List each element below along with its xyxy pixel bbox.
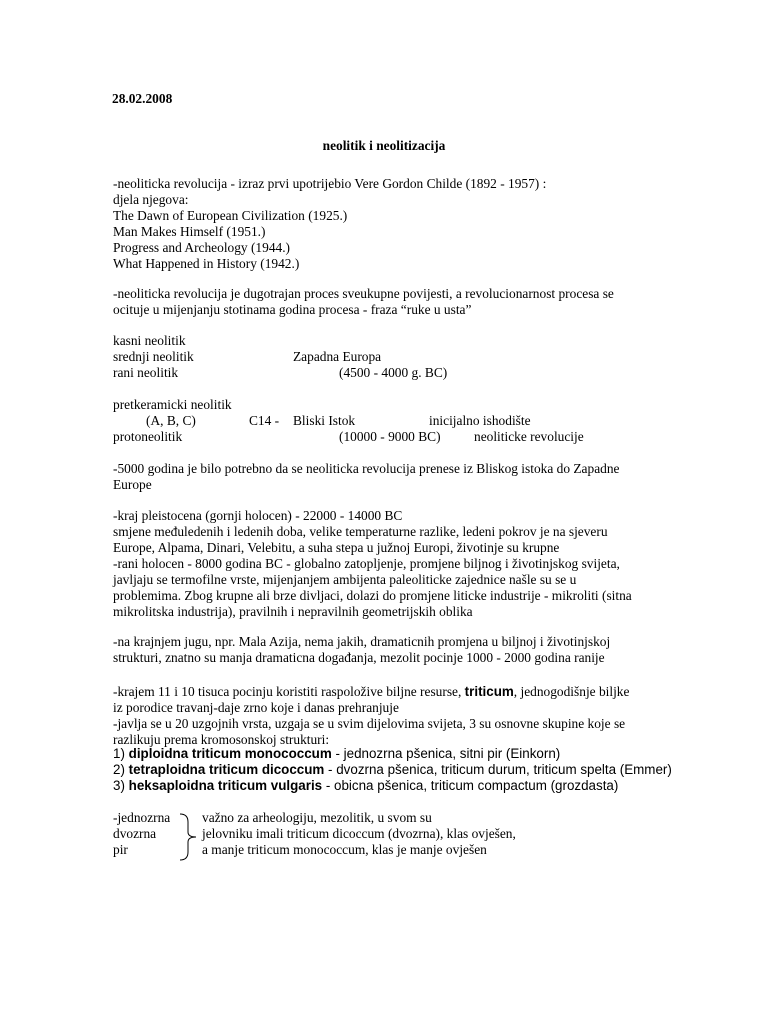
paragraph-line: Europe, Alpama, Dinari, Velebitu, a suha stepa u južnoj Europi, životinje su krupne	[113, 540, 560, 555]
wheat-number: 3)	[113, 778, 129, 793]
wheat-number: 1)	[113, 746, 129, 761]
paragraph-line: strukturi, znatno su manja dramaticna događanja, mezolit pocinje 1000 - 2000 godina ranije	[113, 650, 605, 665]
prepottery-block	[113, 397, 653, 445]
footer-note: jelovniku imali triticum dicoccum (dvozrna), klas ovješen,	[202, 826, 516, 841]
period-early-dates: (4500 - 4000 g. BC)	[339, 365, 448, 380]
paragraph-line: -neoliticka revolucija je dugotrajan proces sveukupne povijesti, a revolucionarnost procesa se	[113, 286, 614, 301]
neolithic-revolution: neoliticke revolucije	[474, 429, 584, 444]
wheat-item	[113, 762, 672, 778]
paragraph-line: -kraj pleistocena (gornji holocen) - 22000 - 14000 BC	[113, 508, 403, 523]
wheat-desc: - obicna pšenica, triticum compactum (grozdasta)	[322, 778, 619, 793]
paragraph-line: problemima. Zbog krupne ali brze divljaci, dolazi do promjene liticke industrije - mikroliti (sitna	[113, 588, 632, 603]
paragraph-line: razlikuju prema kromosonskoj strukturi:	[113, 732, 330, 747]
footer-term: -jednozrna	[113, 810, 171, 825]
crops-paragraph	[113, 684, 653, 748]
book-title: The Dawn of European Civilization (1925.)	[113, 208, 348, 223]
wheat-name: tetraploidna triticum dicoccum	[128, 762, 325, 777]
pleistocene-paragraph	[113, 508, 653, 620]
triticum-term: triticum	[464, 684, 514, 699]
wheat-item	[113, 746, 653, 762]
paragraph-line: -rani holocen - 8000 godina BC - globalno zatopljenje, promjene biljnog i životinjskog svijeta,	[113, 556, 620, 571]
paragraph-line	[113, 684, 653, 700]
paragraph-line: iz porodice travanj-daje zrno koje i danas prehranjuje	[113, 700, 399, 715]
footer-note: a manje triticum monococcum, klas je manje ovješen	[202, 842, 487, 857]
text-run: -krajem 11 i 10 tisuca pocinju koristiti raspoložive biljne resurse,	[113, 684, 465, 699]
process-paragraph	[113, 286, 653, 318]
paragraph-line: Europe	[113, 477, 152, 492]
paragraph-line: -na krajnjem jugu, npr. Mala Azija, nema jakih, dramaticnih promjena u biljnoj i životinjskoj	[113, 634, 611, 649]
wheat-desc: - jednozrna pšenica, sitni pir (Einkorn)	[331, 746, 561, 761]
footer-term: dvozrna	[113, 826, 157, 841]
transfer-paragraph	[113, 461, 653, 493]
paragraph-line: mikrolitska industrija), pravilnih i nepravilnih geometrijskih oblika	[113, 604, 473, 619]
paragraph-line: ocituje u mijenjanju stotinama godina procesa - fraza “ruke u usta”	[113, 302, 472, 317]
south-paragraph	[113, 634, 653, 666]
prepottery-phases: (A, B, C)	[146, 413, 196, 428]
book-title: Man Makes Himself (1951.)	[113, 224, 266, 239]
paragraph-line: -javlja se u 20 uzgojnih vrsta, uzgaja se u svim dijelovima svijeta, 3 su osnovne skupine koje se	[113, 716, 626, 731]
protoneolithic: protoneolitik	[113, 429, 183, 444]
wheat-name: heksaploidna triticum vulgaris	[128, 778, 323, 793]
period-middle: srednji neolitik	[113, 349, 194, 364]
wheat-item	[113, 778, 653, 794]
footer-note: važno za arheologiju, mezolitik, u svom su	[202, 810, 432, 825]
paragraph-line: -5000 godina je bilo potrebno da se neoliticka revolucija prenese iz Bliskog istoka do Zapadne	[113, 461, 620, 476]
region-near-east: Bliski Istok	[293, 413, 356, 428]
intro-line: -neoliticka revolucija - izraz prvi upotrijebio Vere Gordon Childe (1892 - 1957) :	[113, 176, 547, 191]
book-title: Progress and Archeology (1944.)	[113, 240, 291, 255]
prepottery-title: pretkeramicki neolitik	[113, 397, 232, 412]
footer-right	[202, 810, 622, 858]
paragraph-line: javljaju se termofilne vrste, mijenjanjem ambijenta paleoliticke zajednice našle su se u	[113, 572, 577, 587]
paragraph-line: smjene međuledenih i ledenih doba, velike temperaturne razlike, ledeni pokrov je na sjeveru	[113, 524, 608, 539]
wheat-list	[113, 746, 672, 794]
periods-block	[113, 333, 653, 381]
protoneolithic-dates: (10000 - 9000 BC)	[339, 429, 441, 444]
intro-block	[113, 176, 653, 272]
document-date: 28.02.2008	[112, 91, 173, 106]
c14-label: C14 -	[249, 413, 280, 428]
curly-brace-icon	[176, 812, 200, 862]
wheat-desc: - dvozrna pšenica, triticum durum, triticum spelta (Emmer)	[324, 762, 672, 777]
text-run: , jednogodišnje biljke	[513, 684, 630, 699]
period-early: rani neolitik	[113, 365, 179, 380]
book-title: What Happened in History (1942.)	[113, 256, 300, 271]
document-title: neolitik i neolitizacija	[322, 138, 446, 153]
footer-term: pir	[113, 842, 128, 857]
period-late: kasni neolitik	[113, 333, 186, 348]
region-western-europe: Zapadna Europa	[293, 349, 382, 364]
intro-line: djela njegova:	[113, 192, 189, 207]
wheat-name: diploidna triticum monococcum	[128, 746, 332, 761]
wheat-number: 2)	[113, 762, 129, 777]
initial-origin: inicijalno ishodište	[429, 413, 531, 428]
